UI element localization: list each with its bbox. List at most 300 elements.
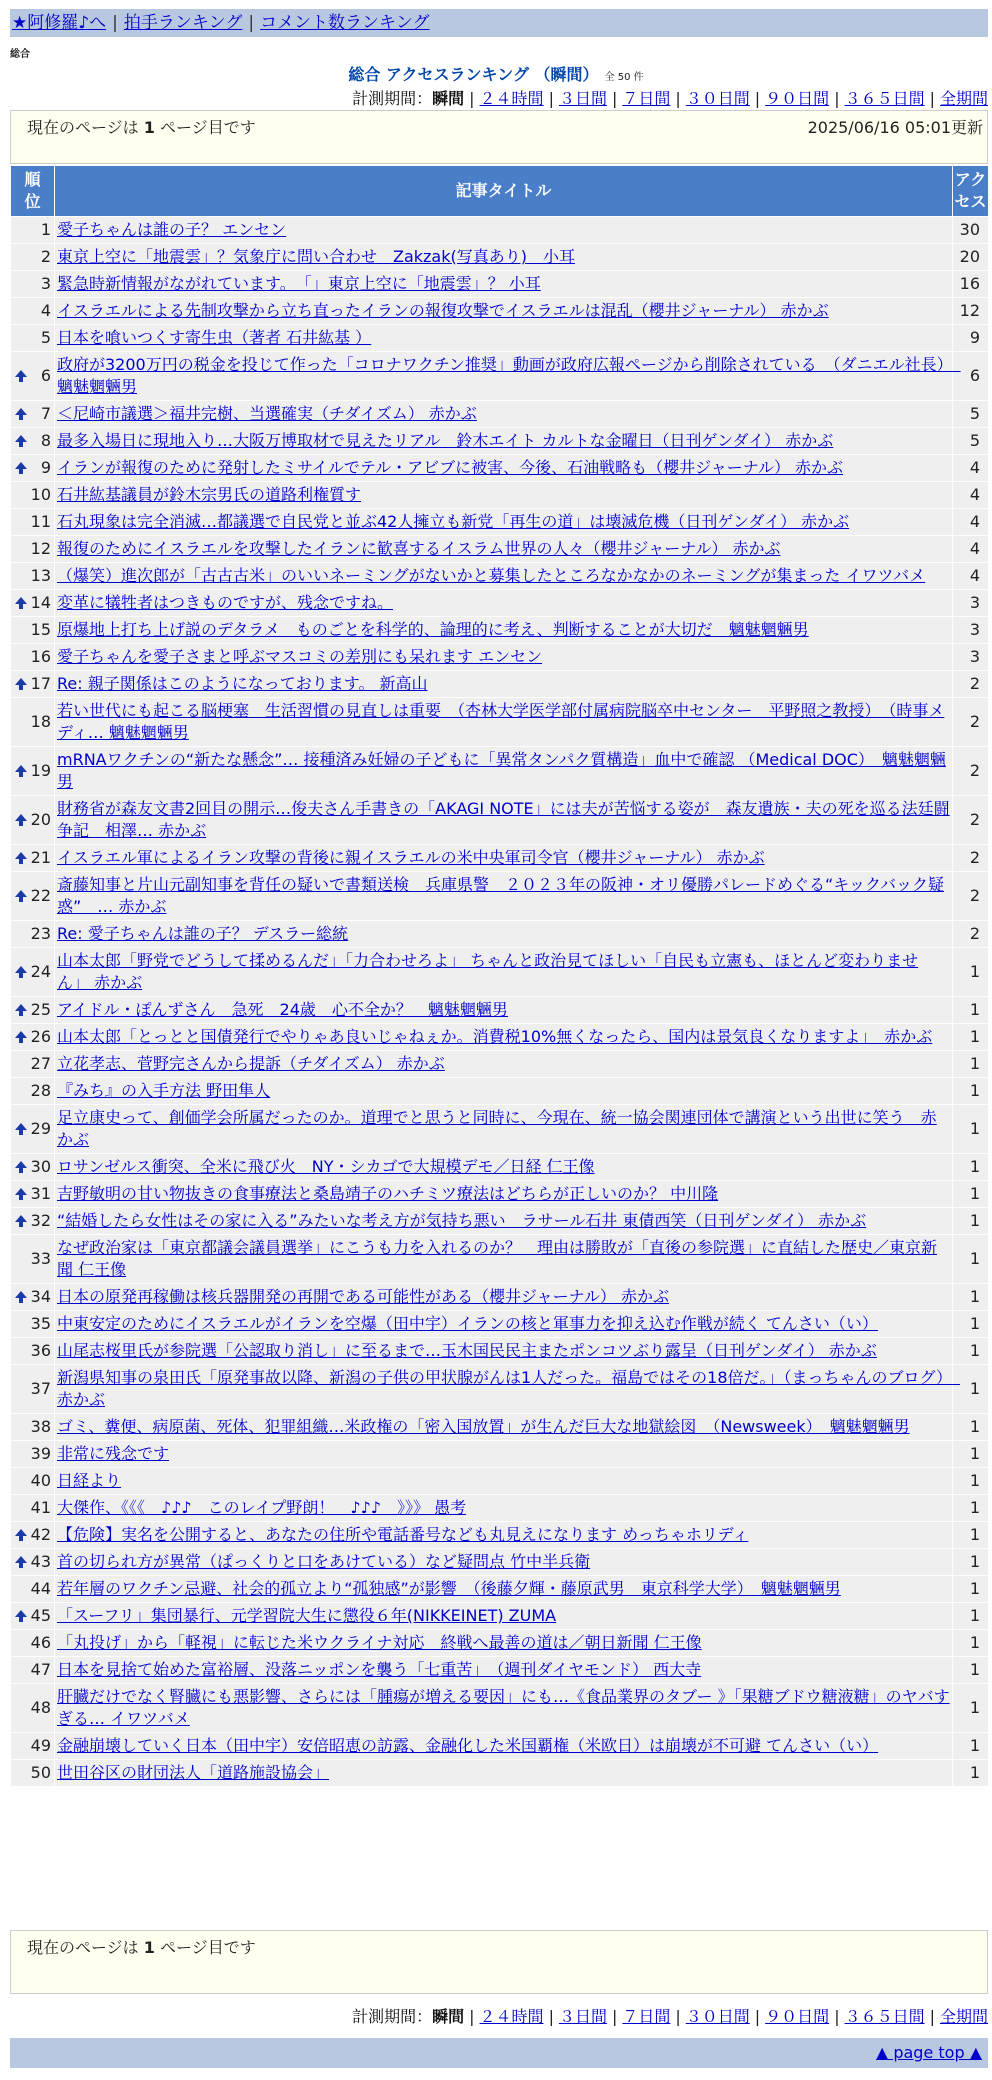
rank-cell: [11, 1684, 55, 1733]
period-link-4-bottom[interactable]: ３０日間: [685, 2007, 750, 2026]
rank-number: 19: [30, 761, 51, 780]
access-count: 4: [953, 509, 989, 536]
article-title-link[interactable]: 政府が3200万円の税金を投じて作った「コロナワクチン推奨」動画が政府広報ページから削除されている （ダニエル社長） 魑魅魍魎男: [57, 355, 961, 396]
table-row: [11, 698, 989, 747]
article-title-link[interactable]: 立花孝志、菅野完さんから提訴（チダイズム） 赤かぶ: [57, 1054, 445, 1073]
access-count: 3: [953, 590, 989, 617]
table-row: [11, 298, 989, 325]
table-row: [11, 352, 989, 401]
article-title-link[interactable]: ＜尼崎市議選＞福井完樹、当選確実（チダイズム） 赤かぶ: [57, 404, 477, 423]
access-count: 4: [953, 563, 989, 590]
article-title-link[interactable]: 世田谷区の財団法人「道路施設協会」: [57, 1763, 330, 1782]
rank-number: 18: [30, 712, 51, 731]
title-cell: [55, 1441, 953, 1468]
access-count: 2: [953, 747, 989, 796]
article-title-link[interactable]: （爆笑）進次郎が「古古古米」のいいネーミングがないかと募集したところなかなかのネーミングが集まった イワツバメ: [57, 566, 926, 585]
article-title-link[interactable]: アイドル・ぽんずさん 急死 24歳 心不全か？ 魑魅魍魎男: [57, 1000, 508, 1019]
title-cell: [55, 482, 953, 509]
access-count: 2: [953, 872, 989, 921]
rank-cell: [11, 1549, 55, 1576]
period-link-6-bottom[interactable]: ３６５日間: [844, 2007, 925, 2026]
table-row: [11, 1338, 989, 1365]
table-row: [11, 482, 989, 509]
article-title-link[interactable]: なぜ政治家は「東京都議会議員選挙」にこうも力を入れるのか？ 理由は勝敗が「直後の参院選」に直結した歴史／東京新聞 仁王像: [57, 1238, 938, 1279]
rank-number: 37: [30, 1379, 51, 1398]
period-link-5[interactable]: ９０日間: [765, 89, 830, 108]
article-title-link[interactable]: Re: 親子関係はこのようになっております。 新高山: [57, 674, 428, 693]
access-count: 1: [953, 1495, 989, 1522]
table-row: [11, 1657, 989, 1684]
access-count: 1: [953, 1235, 989, 1284]
table-row: [11, 1284, 989, 1311]
period-link-3-bottom[interactable]: ７日間: [622, 2007, 671, 2026]
title-cell: [55, 563, 953, 590]
rank-cell: [11, 845, 55, 872]
title-cell: [55, 325, 953, 352]
title-cell: [55, 244, 953, 271]
category-label: 総合: [10, 49, 30, 60]
table-row: [11, 1495, 989, 1522]
table-row: [11, 536, 989, 563]
bottom-bar: [10, 2038, 988, 2068]
title-cell: [55, 1078, 953, 1105]
table-row: [11, 325, 989, 352]
rank-cell: [11, 1154, 55, 1181]
period-current: 瞬間: [432, 89, 465, 108]
rank-number: 42: [30, 1525, 51, 1544]
access-count: 1: [953, 1338, 989, 1365]
period-link-4[interactable]: ３０日間: [685, 89, 750, 108]
title-cell: [55, 455, 953, 482]
table-row: [11, 217, 989, 244]
access-count: 1: [953, 1522, 989, 1549]
rank-cell: [11, 997, 55, 1024]
article-title-link[interactable]: 山本太郎「とっとと国債発行でやりゃあ良いじゃねぇか。消費税10%無くなったら、国内は景気良くなりますよ」 赤かぶ: [57, 1027, 933, 1046]
article-title-link[interactable]: 日本の原発再稼働は核兵器開発の再開である可能性がある（櫻井ジャーナル） 赤かぶ: [57, 1287, 669, 1306]
rank-number: 50: [30, 1763, 51, 1782]
rank-number: 5: [40, 328, 51, 347]
period-link-5-bottom[interactable]: ９０日間: [765, 2007, 830, 2026]
table-row: [11, 1154, 989, 1181]
period-link-2-bottom[interactable]: ３日間: [558, 2007, 607, 2026]
rank-number: 2: [40, 247, 51, 266]
rank-cell: [11, 1311, 55, 1338]
title-cell: [55, 401, 953, 428]
rank-number: 4: [40, 301, 51, 320]
access-count: 1: [953, 1441, 989, 1468]
rank-cell: [11, 644, 55, 671]
period-link-1-bottom[interactable]: ２４時間: [479, 2007, 544, 2026]
title-cell: [55, 671, 953, 698]
access-count: 1: [953, 1051, 989, 1078]
rank-cell: [11, 1760, 55, 1787]
article-title-link[interactable]: イスラエルによる先制攻撃から立ち直ったイランの報復攻撃でイスラエルは混乱（櫻井ジャーナル） 赤かぶ: [57, 301, 829, 320]
rank-cell: [11, 1657, 55, 1684]
rank-number: 49: [30, 1736, 51, 1755]
page-info-bottom: [10, 1930, 988, 1994]
article-title-link[interactable]: 山本太郎「野党でどうして揉めるんだ」「力合わせろよ」 ちゃんと政治見てほしい「自民も立憲も、ほとんど変わりません」 赤かぶ: [57, 951, 919, 992]
rank-cell: [11, 1630, 55, 1657]
title-cell: [55, 617, 953, 644]
table-row: [11, 455, 989, 482]
table-header-row: [11, 166, 989, 217]
table-row: [11, 1051, 989, 1078]
rank-number: 38: [30, 1417, 51, 1436]
article-title-link[interactable]: 石井紘基議員が鈴木宗男氏の道路利権質す: [57, 485, 362, 504]
rank-number: 36: [30, 1341, 51, 1360]
article-title-link[interactable]: 「丸投げ」から「軽視」に転じた米ウクライナ対応 終戦へ最善の道は／朝日新聞 仁王像: [57, 1633, 702, 1652]
table-row: [11, 1684, 989, 1733]
rank-number: 12: [30, 539, 51, 558]
rank-number: 33: [30, 1249, 51, 1268]
rank-cell: [11, 1024, 55, 1051]
table-row: [11, 1549, 989, 1576]
access-count: 1: [953, 1630, 989, 1657]
rank-cell: [11, 271, 55, 298]
rank-cell: [11, 1603, 55, 1630]
rank-cell: [11, 671, 55, 698]
access-count: 1: [953, 1657, 989, 1684]
access-count: 1: [953, 1603, 989, 1630]
table-row: [11, 1078, 989, 1105]
title-cell: [55, 948, 953, 997]
article-title-link[interactable]: 斎藤知事と片山元副知事を背任の疑いで書類送検 兵庫県警 ２０２３年の阪神・オリ優勝パレードめぐる“キックバック疑惑” … 赤かぶ: [57, 875, 945, 916]
access-count: 1: [953, 1468, 989, 1495]
article-title-link[interactable]: 最多入場日に現地入り…大阪万博取材で見えたリアル 鈴木エイト カルトな金曜日（日刊ゲンダイ） 赤かぶ: [57, 431, 834, 450]
article-title-link[interactable]: mRNAワクチンの“新たな懸念”… 接種済み妊婦の子どもに「異常タンパク質構造」血中で確認 （Medical DOC） 魑魅魍魎男: [57, 750, 946, 791]
article-title-link[interactable]: “結婚したら女性はその家に入る”みたいな考え方が気持ち悪い ラサール石井 東債西笑（日刊ゲンダイ） 赤かぶ: [57, 1211, 867, 1230]
title-cell: [55, 1105, 953, 1154]
article-title-link[interactable]: 愛子ちゃんは誰の子？ エンセン: [57, 220, 287, 239]
rank-number: 15: [30, 620, 51, 639]
title-cell: [55, 921, 953, 948]
title-cell: [55, 217, 953, 244]
page-top-link[interactable]: ▲ page top ▲: [875, 2043, 982, 2062]
table-row: [11, 1760, 989, 1787]
access-count: 2: [953, 698, 989, 747]
article-title-link[interactable]: 非常に残念です: [57, 1444, 170, 1463]
article-title-link[interactable]: 【危険】実名を公開すると、あなたの住所や電話番号なども丸見えになります めっちゃホリディ: [57, 1525, 749, 1544]
period-link-7[interactable]: 全期間: [939, 89, 988, 108]
title-cell: [55, 1051, 953, 1078]
article-title-link[interactable]: イランが報復のために発射したミサイルでテル・アビブに被害、今後、石油戦略も（櫻井ジャーナル） 赤かぶ: [57, 458, 844, 477]
table-row: [11, 644, 989, 671]
article-title-link[interactable]: Re: 愛子ちゃんは誰の子？ デスラー総統: [57, 924, 349, 943]
title-cell: [55, 1684, 953, 1733]
title-cell: [55, 872, 953, 921]
column-header-title: 記事タイトル: [55, 166, 953, 217]
title-cell: [55, 1576, 953, 1603]
rank-cell: [11, 509, 55, 536]
page-title-line: [0, 62, 992, 85]
access-count: 2: [953, 845, 989, 872]
table-row: [11, 428, 989, 455]
rank-number: 11: [30, 512, 51, 531]
title-cell: [55, 1284, 953, 1311]
access-count: 3: [953, 617, 989, 644]
rank-number: 22: [30, 886, 51, 905]
nav-link-asyura[interactable]: ★阿修羅♪へ: [12, 13, 107, 33]
table-row: [11, 1441, 989, 1468]
page-info-top: [10, 110, 988, 164]
rank-cell: [11, 872, 55, 921]
ranking-table: [10, 165, 989, 1787]
page-number-bottom: 1: [143, 1938, 155, 1957]
title-cell: [55, 997, 953, 1024]
article-title-link[interactable]: 山尾志桜里氏が参院選「公認取り消し」に至るまで…玉木国民民主またポンコツぶり露呈（日刊ゲンダイ） 赤かぶ: [57, 1341, 877, 1360]
rank-number: 40: [30, 1471, 51, 1490]
rank-number: 27: [30, 1054, 51, 1073]
access-count: 30: [953, 217, 989, 244]
rank-cell: [11, 244, 55, 271]
period-nav-top: 計測期間：瞬間 | ２４時間 | ３日間 | ７日間 | ３０日間 | ９０日間 | ３６５日間 | 全期間: [352, 89, 988, 108]
rank-number: 46: [30, 1633, 51, 1652]
access-count: 3: [953, 644, 989, 671]
table-row: [11, 948, 989, 997]
title-cell: [55, 1235, 953, 1284]
rank-number: 44: [30, 1579, 51, 1598]
table-row: [11, 1235, 989, 1284]
access-count: 9: [953, 325, 989, 352]
rank-number: 14: [30, 593, 51, 612]
article-title-link[interactable]: 変革に犠牲者はつきものですが、残念ですね。: [57, 593, 394, 612]
table-row: [11, 1522, 989, 1549]
article-title-link[interactable]: 若い世代にも起こる脳梗塞 生活習慣の見直しは重要 （杏林大学医学部付属病院脳卒中センター 平野照之教授） （時事メディ… 魑魅魍魎男: [57, 701, 945, 742]
article-title-link[interactable]: 日本を見捨て始めた富裕層、没落ニッポンを襲う「七重苦」 （週刊ダイヤモンド） 西大寺: [57, 1660, 702, 1679]
access-count: 1: [953, 1576, 989, 1603]
rank-number: 9: [40, 458, 51, 477]
rank-number: 17: [30, 674, 51, 693]
table-row: [11, 1105, 989, 1154]
rank-number: 20: [30, 810, 51, 829]
article-title-link[interactable]: 新潟県知事の泉田氏「原発事故以降、新潟の子供の甲状腺がんは1人だった。福島ではその18倍だ。」（まっちゃんのブログ） 赤かぶ: [57, 1368, 961, 1409]
access-count: 4: [953, 536, 989, 563]
article-title-link[interactable]: 愛子ちゃんを愛子さまと呼ぶマスコミの差別にも呆れます エンセン: [57, 647, 543, 666]
page-number: 1: [143, 118, 155, 137]
rank-number: 8: [40, 431, 51, 450]
article-title-link[interactable]: イスラエル軍によるイラン攻撃の背後に親イスラエルの米中央軍司令官（櫻井ジャーナル） 赤かぶ: [57, 848, 765, 867]
access-count: 2: [953, 921, 989, 948]
page-indicator-bottom: 現在のページは 1 ページ目です: [27, 1938, 256, 1957]
title-cell: [55, 1495, 953, 1522]
table-row: [11, 1181, 989, 1208]
period-link-2[interactable]: ３日間: [558, 89, 607, 108]
rank-number: 24: [30, 962, 51, 981]
rank-cell: [11, 1495, 55, 1522]
article-title-link[interactable]: 日経より: [57, 1471, 122, 1490]
article-title-link[interactable]: 若年層のワクチン忌避、社会的孤立より“孤独感”が影響 （後藤夕輝・藤原武男 東京科学大学） 魑魅魍魎男: [57, 1579, 841, 1598]
rank-cell: [11, 1468, 55, 1495]
rank-cell: [11, 1414, 55, 1441]
title-cell: [55, 845, 953, 872]
table-row: [11, 509, 989, 536]
article-title-link[interactable]: 報復のためにイスラエルを攻撃したイランに歓喜するイスラム世界の人々（櫻井ジャーナル） 赤かぶ: [57, 539, 781, 558]
rank-number: 31: [30, 1184, 51, 1203]
table-row: [11, 1468, 989, 1495]
rank-cell: [11, 1105, 55, 1154]
rank-number: 1: [40, 220, 51, 239]
title-cell: [55, 747, 953, 796]
access-count: 2: [953, 796, 989, 845]
title-cell: [55, 1024, 953, 1051]
title-cell: [55, 590, 953, 617]
rank-cell: [11, 1338, 55, 1365]
rank-number: 28: [30, 1081, 51, 1100]
rank-number: 35: [30, 1314, 51, 1333]
rank-number: 21: [30, 848, 51, 867]
article-title-link[interactable]: 日本を喰いつくす寄生虫（著者 石井紘基 ）: [57, 328, 372, 347]
title-cell: [55, 271, 953, 298]
period-label: 計測期間：: [352, 89, 433, 108]
rank-number: 6: [40, 366, 51, 385]
rank-number: 16: [30, 647, 51, 666]
period-nav-bottom: 計測期間：瞬間 | ２４時間 | ３日間 | ７日間 | ３０日間 | ９０日間 | ３６５日間 | 全期間: [352, 2007, 988, 2026]
title-cell: [55, 509, 953, 536]
title-cell: [55, 1657, 953, 1684]
article-title-link[interactable]: 石丸現象は完全消滅…都議選で自民党と並ぶ42人擁立も新党「再生の道」は壊滅危機（日刊ゲンダイ） 赤かぶ: [57, 512, 850, 531]
title-cell: [55, 698, 953, 747]
table-row: [11, 1414, 989, 1441]
title-cell: [55, 1549, 953, 1576]
title-cell: [55, 1733, 953, 1760]
article-title-link[interactable]: 首の切られ方が異常（ぱっくりと口をあけている）など疑問点 竹中半兵衛: [57, 1552, 591, 1571]
rank-cell: [11, 747, 55, 796]
rank-number: 23: [30, 924, 51, 943]
access-count: 6: [953, 352, 989, 401]
access-count: 1: [953, 1549, 989, 1576]
period-link-7-bottom[interactable]: 全期間: [939, 2007, 988, 2026]
access-count: 1: [953, 1024, 989, 1051]
access-count: 5: [953, 428, 989, 455]
table-row: [11, 271, 989, 298]
access-count: 1: [953, 948, 989, 997]
access-count: 20: [953, 244, 989, 271]
table-row: [11, 747, 989, 796]
table-row: [11, 1733, 989, 1760]
article-title-link[interactable]: 吉野敏明の甘い物抜きの食事療法と桑島靖子のハチミツ療法はどちらが正しいのか？ 中川隆: [57, 1184, 719, 1203]
rank-cell: [11, 482, 55, 509]
rank-cell: [11, 1051, 55, 1078]
access-count: 1: [953, 1078, 989, 1105]
article-title-link[interactable]: 中東安定のためにイスラエルがイランを空爆（田中宇）イランの核と軍事力を抑え込む作戦が続く てんさい（い）: [57, 1314, 878, 1333]
article-title-link[interactable]: 東京上空に「地震雲」？気象庁に問い合わせ Zakzak(写真あり) 小耳: [57, 247, 575, 266]
column-header-access: アク セス: [953, 166, 989, 217]
rank-number: 45: [30, 1606, 51, 1625]
rank-cell: [11, 217, 55, 244]
article-title-link[interactable]: 原爆地上打ち上げ説のデタラメ ものごとを科学的、論理的に考え、判断することが大切だ 魑魅魍魎男: [57, 620, 809, 639]
article-title-link[interactable]: ゴミ、糞便、病原菌、死体、犯罪組織…米政権の「密入国放置」が生んだ巨大な地獄絵図 （Newsweek） 魑魅魍魎男: [57, 1417, 910, 1436]
period-link-1[interactable]: ２４時間: [479, 89, 544, 108]
rank-cell: [11, 563, 55, 590]
access-count: 1: [953, 997, 989, 1024]
article-title-link[interactable]: 緊急時新情報がながれています。 「」東京上空に「地震雲」？ 小耳: [57, 274, 541, 293]
title-cell: [55, 1311, 953, 1338]
rank-number: 29: [30, 1119, 51, 1138]
article-title-link[interactable]: ロサンゼルス衝突、全米に飛び火 NY・シカゴで大規模デモ／日経 仁王像: [57, 1157, 595, 1176]
access-count: 2: [953, 671, 989, 698]
access-count: 1: [953, 1311, 989, 1338]
table-row: [11, 563, 989, 590]
rank-cell: [11, 948, 55, 997]
article-title-link[interactable]: 「スーフリ」集団暴行、元学習院大生に懲役６年(NIKKEINET) ZUMA: [57, 1606, 557, 1625]
table-row: [11, 617, 989, 644]
title-cell: [55, 1154, 953, 1181]
rank-cell: [11, 698, 55, 747]
table-row: [11, 845, 989, 872]
access-count: 1: [953, 1684, 989, 1733]
access-count: 1: [953, 1365, 989, 1414]
rank-number: 41: [30, 1498, 51, 1517]
table-row: [11, 1365, 989, 1414]
table-row: [11, 1630, 989, 1657]
rank-cell: [11, 1365, 55, 1414]
rank-number: 10: [30, 485, 51, 504]
updated-timestamp: 2025/06/16 05:01更新: [807, 118, 983, 137]
rank-cell: [11, 921, 55, 948]
title-cell: [55, 1414, 953, 1441]
rank-number: 13: [30, 566, 51, 585]
title-cell: [55, 352, 961, 401]
access-count: 12: [953, 298, 989, 325]
column-header-rank: 順 位: [11, 166, 55, 217]
rank-cell: [11, 536, 55, 563]
title-cell: [55, 644, 953, 671]
article-title-link[interactable]: 財務省が森友文書2回目の開示…俊夫さん手書きの「AKAGI NOTE」には夫が苦悩する姿が 森友遺族・夫の死を巡る法廷闘争記 相澤… 赤かぶ: [57, 799, 950, 840]
top-nav: ★阿修羅♪へ | 拍手ランキング | コメント数ランキング: [10, 9, 988, 37]
access-count: 5: [953, 401, 989, 428]
rank-number: 25: [30, 1000, 51, 1019]
rank-cell: [11, 1208, 55, 1235]
access-count: 4: [953, 455, 989, 482]
table-row: [11, 872, 989, 921]
rank-cell: [11, 1078, 55, 1105]
access-count: 1: [953, 1154, 989, 1181]
article-title-link[interactable]: 金融崩壊していく日本（田中宇）安倍昭恵の訪露、金融化した米国覇権（米欧日）は崩壊が不可避 てんさい（い）: [57, 1736, 879, 1755]
article-title-link[interactable]: 足立康史って、創価学会所属だったのか。道理でと思うと同時に、今現在、統一協会関連団体で講演という出世に笑う 赤かぶ: [57, 1108, 937, 1149]
rank-number: 30: [30, 1157, 51, 1176]
rank-cell: [11, 1576, 55, 1603]
access-count: 1: [953, 1208, 989, 1235]
rank-cell: [11, 1733, 55, 1760]
title-cell: [55, 298, 953, 325]
access-count: 1: [953, 1105, 989, 1154]
nav-link-applause-ranking[interactable]: 拍手ランキング: [123, 13, 243, 33]
rank-number: 43: [30, 1552, 51, 1571]
page-title: 総合 アクセスランキング （瞬間）: [348, 65, 599, 84]
rank-number: 26: [30, 1027, 51, 1046]
article-title-link[interactable]: 『みち』の入手方法 野田隼人: [57, 1081, 271, 1100]
article-title-link[interactable]: 肝臓だけでなく腎臓にも悪影響、さらには「腫瘍が増える要因」にも…《食品業界のタブー 》「果糖ブドウ糖液糖」のヤバすぎる… イワツバメ: [57, 1687, 950, 1728]
rank-cell: [11, 1181, 55, 1208]
access-count: 1: [953, 1414, 989, 1441]
title-cell: [55, 428, 953, 455]
rank-cell: [11, 1284, 55, 1311]
rank-cell: [11, 352, 55, 401]
rank-number: 3: [40, 274, 51, 293]
period-link-3[interactable]: ７日間: [622, 89, 671, 108]
article-title-link[interactable]: 大傑作、《《《 ♪♪♪ このレイプ野朗！ ♪♪♪ 》》》 愚考: [57, 1498, 467, 1517]
table-row: [11, 997, 989, 1024]
access-count: 16: [953, 271, 989, 298]
period-link-6[interactable]: ３６５日間: [844, 89, 925, 108]
rank-cell: [11, 1235, 55, 1284]
nav-link-comment-ranking[interactable]: コメント数ランキング: [260, 13, 430, 33]
table-row: [11, 401, 989, 428]
rank-cell: [11, 428, 55, 455]
table-row: [11, 671, 989, 698]
table-row: [11, 1024, 989, 1051]
access-count: 1: [953, 1760, 989, 1787]
